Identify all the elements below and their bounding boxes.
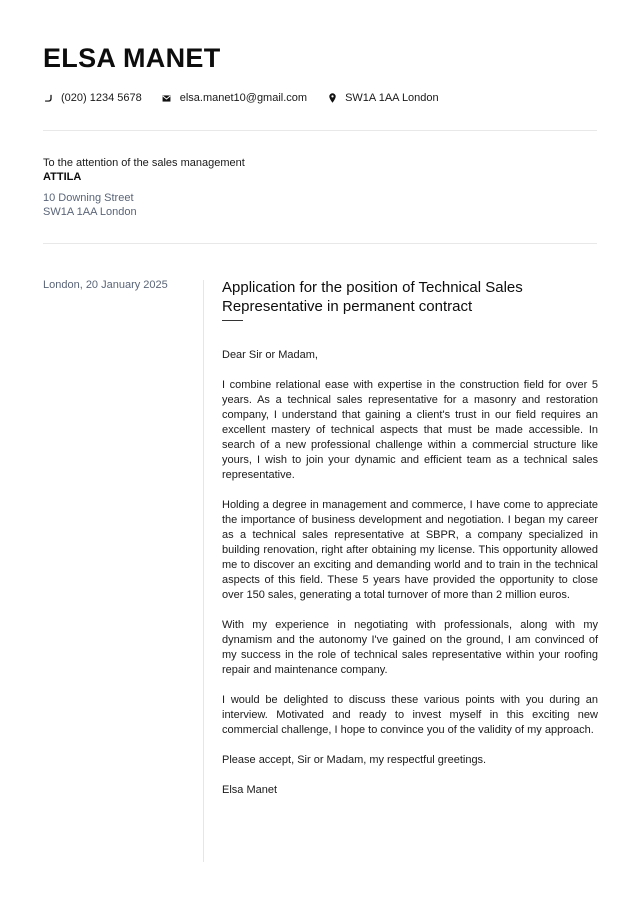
contact-email[interactable] <box>162 92 307 104</box>
letter-body <box>222 278 598 813</box>
letter-paragraph: With my experience in negotiating with professionals, along with my dynamism and the autonomy I've gained on the ground, I am convinced of my success in the role of technical sales representative within your roofing repair and maintenance company. <box>222 619 598 676</box>
letter-signature: Elsa Manet <box>222 784 278 796</box>
recipient-address-line2: SW1A 1AA London <box>43 205 137 218</box>
recipient-company: ATTILA <box>43 170 82 183</box>
mail-icon <box>162 93 172 103</box>
recipient-divider <box>43 243 597 244</box>
location-pin-icon <box>327 93 337 103</box>
letter-subject: Application for the position of Technical Sales Representative in permanent contract <box>222 279 523 315</box>
subject-underline <box>222 320 243 321</box>
letter-content <box>222 348 598 798</box>
contact-location <box>327 92 439 104</box>
letter-paragraph: Holding a degree in management and commerce, I have come to appreciate the importance of business development and negotiation. I began my career as a technical sales representative at SBPR, a company specialized in building renovation, right after obtaining my license. This opportunity allowed me to discover an exciting and demanding world and to train in the technical aspects of this field. These 5 years have provided the opportunity to close over 150 sales, generating a total turnover of more than 2 million euros. <box>222 499 598 601</box>
letter-closing: Please accept, Sir or Madam, my respectful greetings. <box>222 754 487 766</box>
recipient-address-line1: 10 Downing Street <box>43 192 134 204</box>
letter-paragraph: I would be delighted to discuss these various points with you during an interview. Motivated and ready to invest myself in this exciting new commercial challenge, I hope to convince you of the validity of my approach. <box>222 694 598 736</box>
phone-icon <box>43 93 53 103</box>
recipient-block <box>43 157 245 219</box>
contact-phone[interactable] <box>43 92 142 104</box>
candidate-name: ELSA MANET <box>43 43 221 73</box>
contact-bar <box>43 90 459 106</box>
column-divider <box>203 280 204 862</box>
location-text: SW1A 1AA London <box>345 92 439 104</box>
recipient-attention: To the attention of the sales management <box>43 157 245 169</box>
letter-greeting: Dear Sir or Madam, <box>222 349 318 361</box>
letter-date: London, 20 January 2025 <box>43 279 168 291</box>
email-text: elsa.manet10@gmail.com <box>179 92 308 104</box>
letter-paragraph: I combine relational ease with expertise in the construction field for over 5 years. As a technical sales representative for a masonry and restoration company, I understand that gaining a client's trust in our field requires an excellent mastery of technical aspects that must be made accessible. In search of a new professional challenge within a commercial structure like yours, I wish to join your dynamic and efficient team as a technical sales representative. <box>222 379 598 481</box>
phone-text: (020) 1234 5678 <box>61 92 142 104</box>
recipient-address <box>43 192 245 219</box>
header-divider <box>43 130 597 131</box>
